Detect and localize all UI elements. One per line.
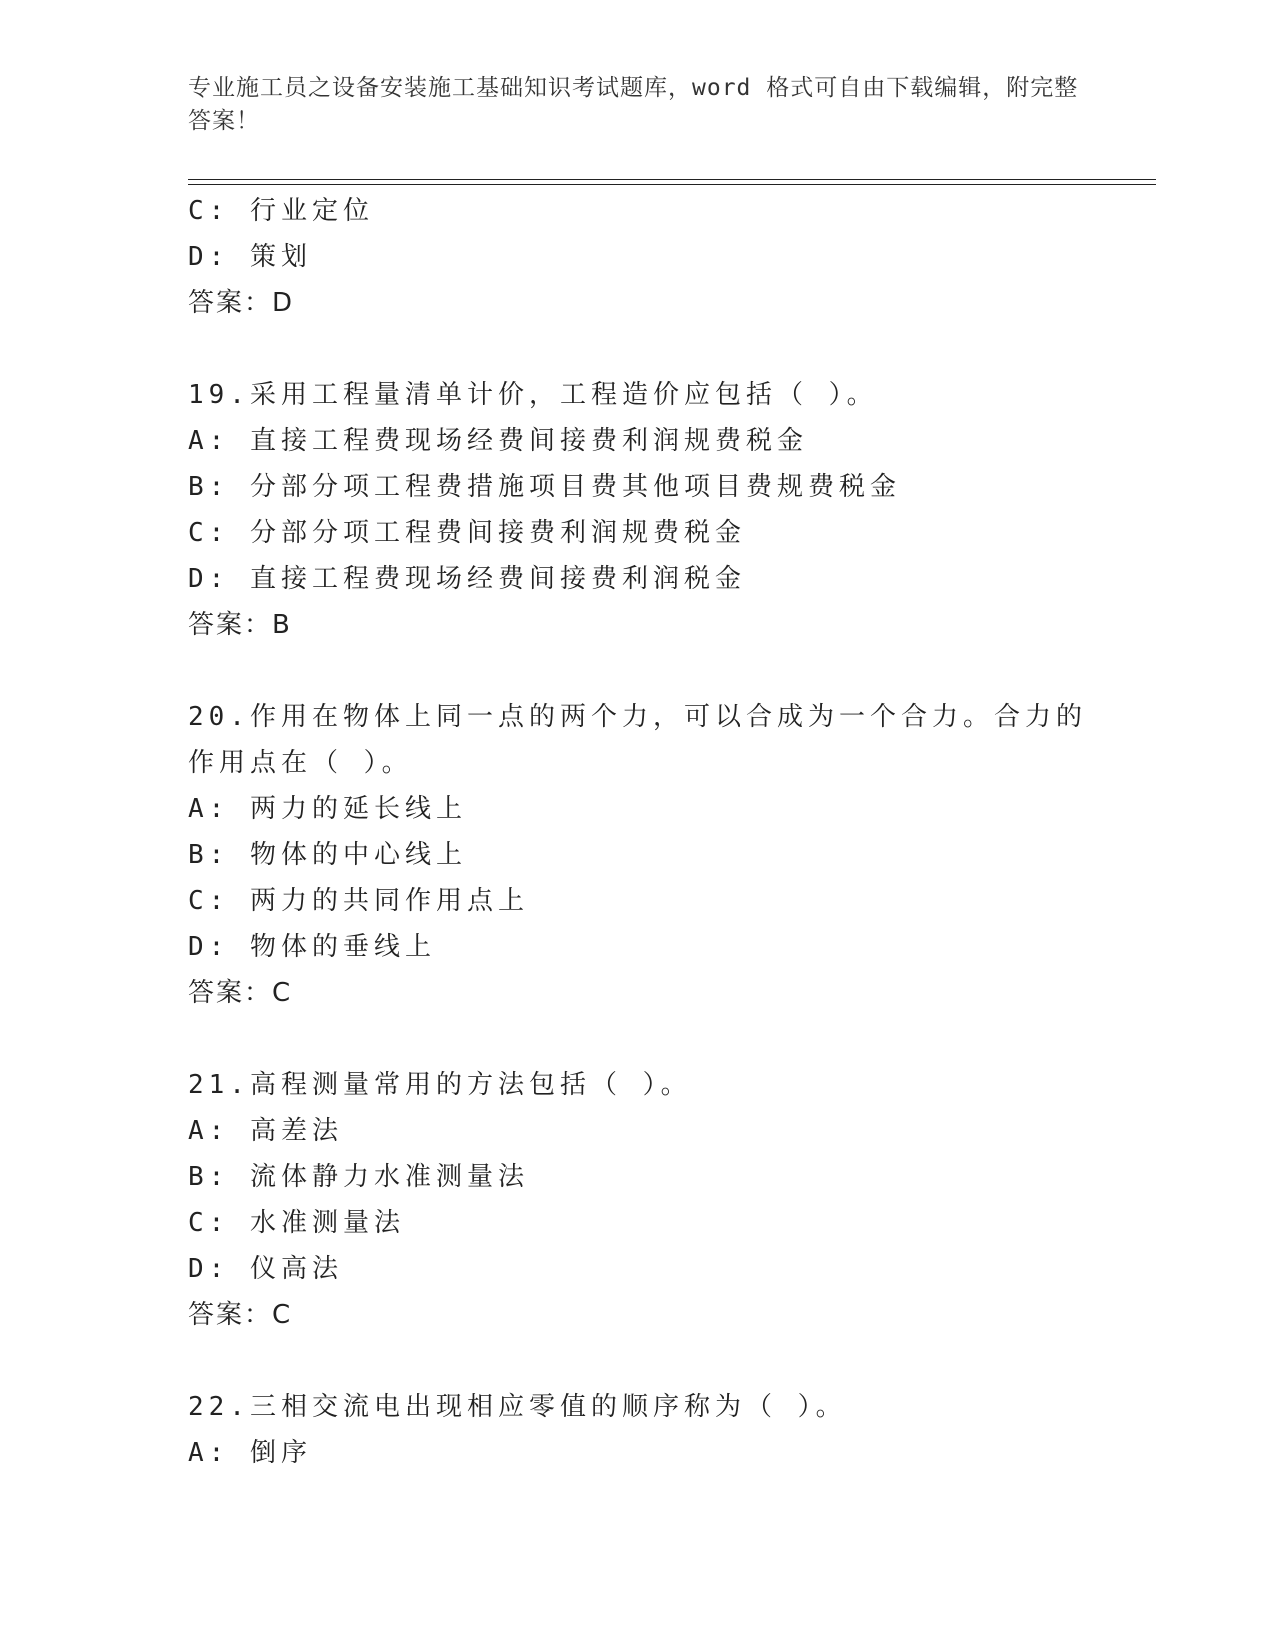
option-d: D: 策划: [188, 242, 312, 272]
header-divider-top: [188, 179, 1156, 180]
header-text: 专业施工员之设备安装施工基础知识考试题库，word 格式可自由下载编辑，附完整答案！: [188, 75, 1079, 134]
spacer: [188, 1338, 1088, 1384]
option-c: C: 水准测量法: [188, 1208, 405, 1238]
document-header: [188, 72, 1088, 138]
option-d: D: 仪高法: [188, 1254, 343, 1284]
spacer: [188, 326, 1088, 372]
option-d: D: 物体的垂线上: [188, 932, 436, 962]
answer: 答案：B: [188, 610, 292, 640]
answer: 答案：D: [188, 288, 295, 318]
question-19: [188, 372, 1088, 648]
option-b: B: 分部分项工程费措施项目费其他项目费规费税金: [188, 472, 901, 502]
question-22: [188, 1384, 1088, 1476]
option-a: A: 高差法: [188, 1116, 343, 1146]
option-b: B: 流体静力水准测量法: [188, 1162, 529, 1192]
question-21: [188, 1062, 1088, 1338]
question-stem: 20.作用在物体上同一点的两个力，可以合成为一个合力。合力的作用点在（ ）。: [188, 702, 1087, 778]
question-20: [188, 694, 1088, 1016]
option-c: C: 两力的共同作用点上: [188, 886, 529, 916]
option-d: D: 直接工程费现场经费间接费利润税金: [188, 564, 746, 594]
question-stem: 21.高程测量常用的方法包括（ ）。: [188, 1070, 692, 1100]
question-stem: 19.采用工程量清单计价，工程造价应包括（ ）。: [188, 380, 878, 410]
answer: 答案：C: [188, 978, 293, 1008]
option-c: C: 行业定位: [188, 196, 374, 226]
option-b: B: 物体的中心线上: [188, 840, 467, 870]
question-content: [188, 188, 1088, 1476]
header-divider-bottom: [188, 184, 1156, 185]
option-a: A: 两力的延长线上: [188, 794, 467, 824]
answer: 答案：C: [188, 1300, 293, 1330]
spacer: [188, 1016, 1088, 1062]
spacer: [188, 648, 1088, 694]
option-a: A: 倒序: [188, 1438, 312, 1468]
option-c: C: 分部分项工程费间接费利润规费税金: [188, 518, 746, 548]
question-18-tail: [188, 188, 1088, 326]
option-a: A: 直接工程费现场经费间接费利润规费税金: [188, 426, 808, 456]
question-stem: 22.三相交流电出现相应零值的顺序称为（ ）。: [188, 1392, 847, 1422]
